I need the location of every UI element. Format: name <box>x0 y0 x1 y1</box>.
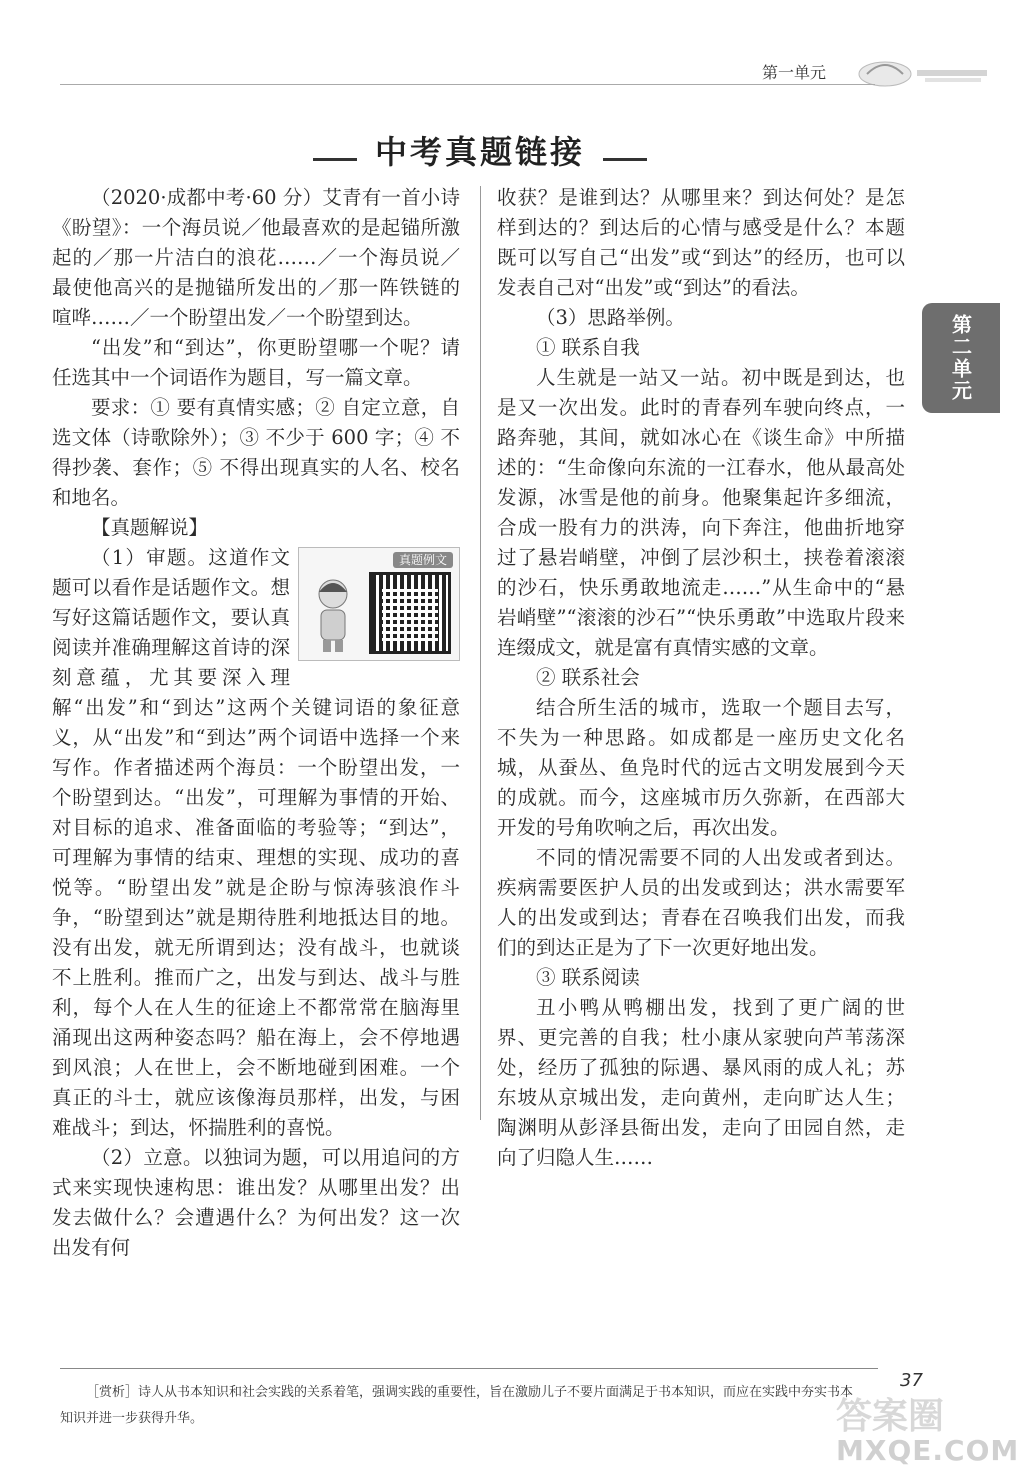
analysis-theme: （2）立意。以独词为题，可以用追问的方式来实现快速构思：谁出发？从哪里出发？出发去做什么？会遭遇什么？为何出发？这一次出发有何 <box>52 1146 460 1259</box>
side-unit-tab-label: 第二单元 <box>948 314 973 402</box>
idea-society-text: 结合所生活的城市，选取一个题目去写，不失为一种思路。如成都是一座历史文化名城，从蚕丛、鱼凫时代的远古文明发展到今天的成就。而今，这座城市历久弥新，在西部大开发的号角吹响之后，再次出发。 <box>497 696 905 839</box>
idea-self-text: 人生就是一站又一站。初中既是到达，也是又一次出发。此时的青春列车驶向终点，一路奔驰，其间，就如冰心在《谈生命》中所描述的：“生命像向东流的一江春水，他从最高处发源，冰雪是他的前身。他聚集起许多细流，合成一股有力的洪涛，向下奔注，他曲折地穿过了悬岩峭壁，冲倒了层沙积土，挟卷着滚滚的沙石，快乐勇敢地流走……”从生命中的“悬岩峭壁”“滚滚的沙石”“快乐勇敢”中选取片段来连缀成文，就是富有真情实感的文章。 <box>497 366 905 659</box>
idea-self-heading: ① 联系自我 <box>536 336 640 359</box>
analysis-topic-review: （1）审题。这道作文题可以看作是话题作文。想写好这篇话题作文，要认真阅读并准确理解这首诗的深刻意蕴，尤其要深入理解“出发”和“到达”这两个关键词语的象征意义，从“出发”和“到达”两个词语中选择一个来写作。作者描述两个海员：一个盼望出发，一个盼望到达。“出发”，可理解为事情的开始、对目标的追求、准备面临的考验等；“到达”，可理解为事情的结束、理想的实现、成功的喜悦等。“盼望出发”就是企盼与惊涛骇浪作斗争，“盼望到达”就是期待胜利地抵达目的地。没有出发，就无所谓到达；没有战斗，也就谈不上胜利。推而广之，出发与到达、战斗与胜利，每个人在人生的征途上不都常常在脑海里涌现出这两种姿态吗？船在海上，会不停地遇到风浪；人在世上，会不断地碰到困难。一个真正的斗士，就应该像海员那样，出发，与困难战斗；到达，怀揣胜利的喜悦。 <box>52 546 460 1139</box>
example-essay-label: 真题例文 <box>393 552 453 568</box>
title-underline-right <box>603 158 647 161</box>
side-unit-tab <box>922 303 1000 413</box>
column-divider <box>480 186 481 1120</box>
section-title-text: 中考真题链接 <box>374 133 585 171</box>
idea-examples-heading: （3）思路举例。 <box>536 306 685 329</box>
analysis-heading: 【真题解说】 <box>91 516 209 539</box>
qr-code-icon[interactable] <box>369 572 451 654</box>
title-underline-left <box>313 158 357 161</box>
right-column <box>497 183 905 1173</box>
student-cartoon-icon <box>307 574 359 654</box>
header-rule <box>60 84 875 85</box>
header-unit-label: 第一单元 <box>762 63 827 82</box>
page-number: 37 <box>900 1370 923 1391</box>
section-title <box>300 128 660 172</box>
idea-reading-text: 丑小鸭从鸭棚出发，找到了更广阔的世界、更完善的自我；杜小康从家驶向芦苇荡深处，经历了孤独的际遇、暴风雨的成人礼；苏东坡从京城出发，走向黄州，走向旷达人生；陶渊明从彭泽县衙出发，走向了田园自然，走向了归隐人生…… <box>497 996 905 1169</box>
footer-appreciation-note: ［赏析］诗人从书本知识和社会实践的关系着笔，强调实践的重要性，旨在激励儿子不要片面满足于书本知识，而应在实践中夯实书本知识并进一步获得升华。 <box>60 1385 854 1426</box>
left-column <box>52 183 460 1263</box>
watermark-url: MXQE.COM <box>836 1434 1019 1467</box>
question-prompt: “出发”和“到达”，你更盼望哪一个呢？请任选其中一个词语作为题目，写一篇文章。 <box>52 336 460 389</box>
question-intro: （2020·成都中考·60 分）艾青有一首小诗《盼望》：一个海员说／他最喜欢的是起锚所激起的／那一片洁白的浪花……／一个海员说／最使他高兴的是抛锚所发出的／那一阵铁链的喧哗……／一个盼望出发／一个盼望到达。 <box>52 186 460 329</box>
footer-rule <box>60 1368 878 1369</box>
example-essay-qr-box[interactable] <box>298 547 460 661</box>
idea-society-text-2: 不同的情况需要不同的人出发或者到达。疾病需要医护人员的出发或到达；洪水需要军人的出发或到达；青春在召唤我们出发，而我们的到达正是为了下一次更好地出发。 <box>497 846 905 959</box>
idea-society-heading: ② 联系社会 <box>536 666 640 689</box>
question-requirements: 要求：① 要有真情实感；② 自定立意，自选文体（诗歌除外）；③ 不少于 600 字；④ 不得抄袭、套作；⑤ 不得出现真实的人名、校名和地名。 <box>52 396 460 509</box>
analysis-theme-continued: 收获？是谁到达？从哪里来？到达何处？是怎样到达的？到达后的心情与感受是什么？本题既可以写自己“出发”或“到达”的经历，也可以发表自己对“出发”或“到达”的看法。 <box>497 186 905 299</box>
watermark-logo: 答案圈 <box>836 1396 945 1437</box>
idea-reading-heading: ③ 联系阅读 <box>536 966 640 989</box>
